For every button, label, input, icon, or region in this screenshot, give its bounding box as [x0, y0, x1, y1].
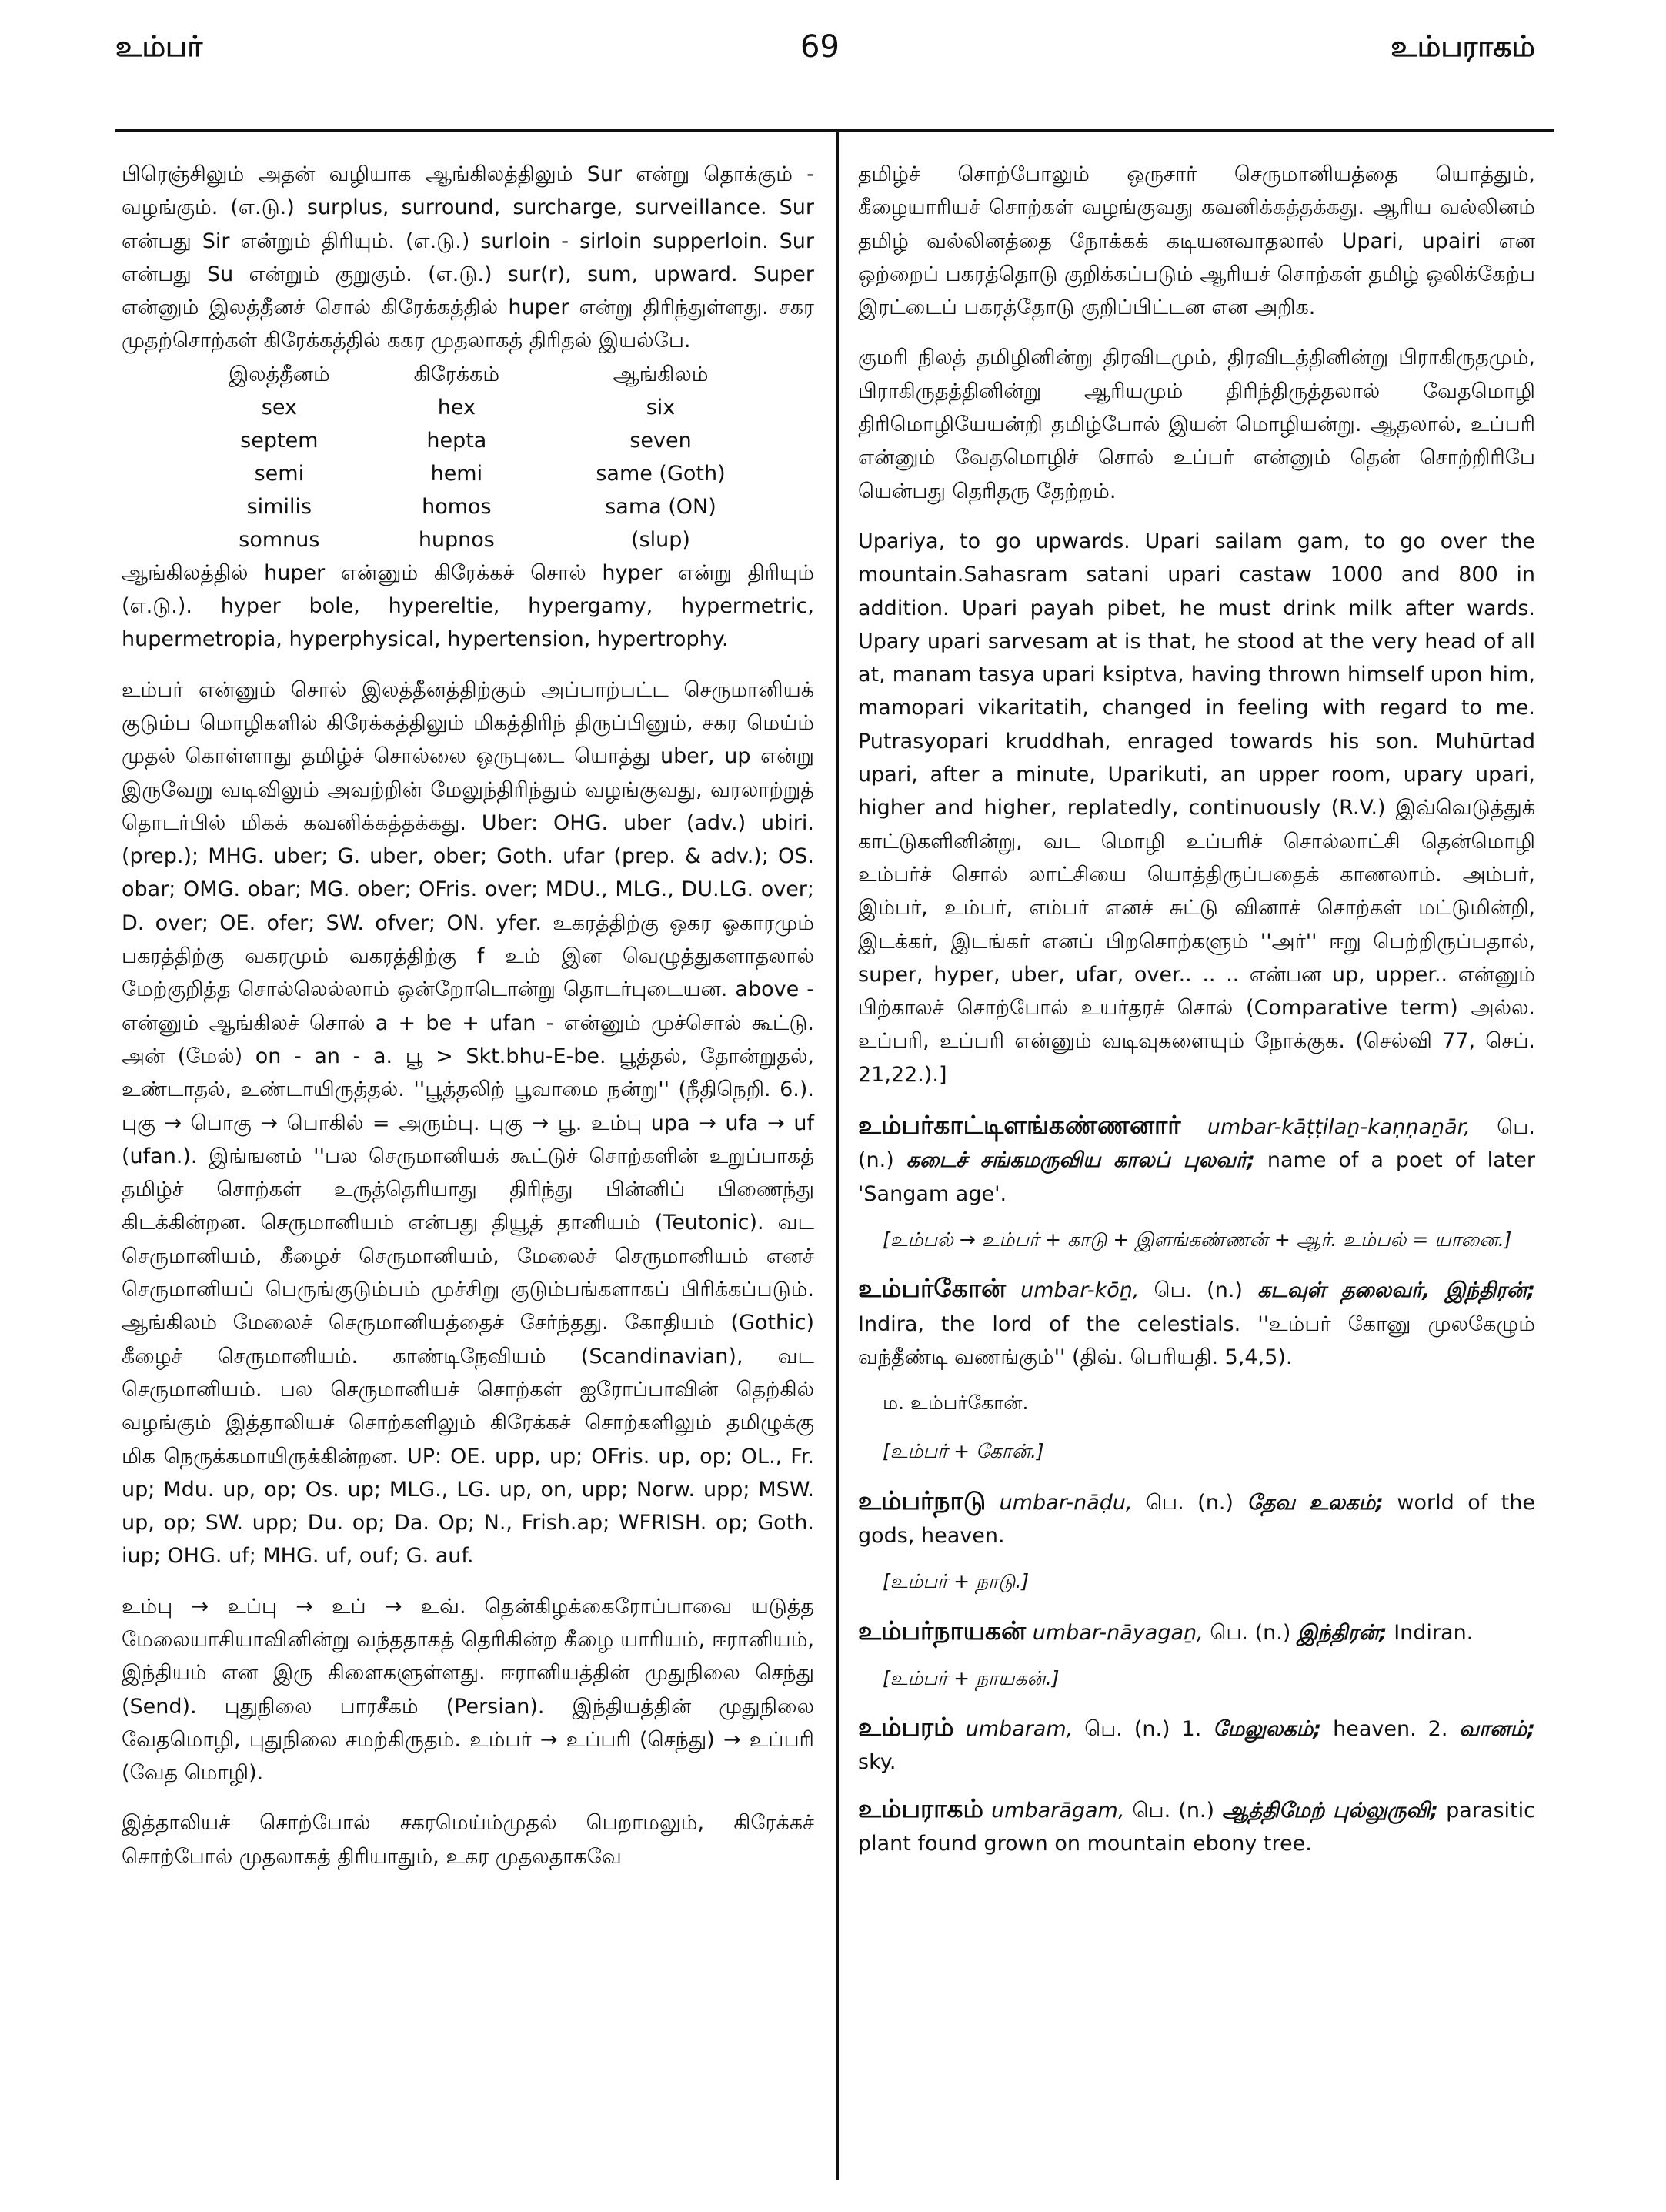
tamil-gloss: கடைச் சங்கமருவிய காலப் புலவர்;: [906, 1148, 1255, 1173]
tamil-gloss: தேவ உலகம்;: [1247, 1490, 1384, 1515]
table-cell: six: [646, 395, 676, 419]
table-row: [183, 523, 783, 556]
headword: உம்பரம்: [858, 1712, 954, 1743]
table-row: [183, 424, 783, 457]
dictionary-entry: [858, 1271, 1535, 1374]
part-of-speech: பெ. (n.) 1.: [1084, 1717, 1202, 1742]
part-of-speech: பெ. (n.): [858, 1115, 1535, 1173]
dictionary-entry: [858, 1792, 1535, 1861]
table-cell: somnus: [239, 527, 320, 552]
part-of-speech: பெ. (n.): [1210, 1620, 1291, 1645]
tamil-gloss: வானம்;: [1459, 1717, 1536, 1742]
english-gloss: Indira, the lord of the celestials. ''உம்பர் கோனு முலகேழும் வந்தீண்டி வணங்கும்'' (திவ். பெரியதி. 5,4,5).: [858, 1311, 1535, 1369]
dictionary-entry: [858, 1484, 1535, 1553]
table-cell: septem: [240, 428, 319, 453]
headword: உம்பர்கோன்: [858, 1273, 1007, 1304]
page-number: 69: [800, 29, 840, 65]
english-gloss: world of the gods, heaven.: [858, 1490, 1535, 1548]
transliteration: umbar-nāḍu,: [999, 1490, 1133, 1515]
paragraph: உம்பர் என்னும் சொல் இலத்தீனத்திற்கும் அப்பாற்பட்ட செருமானியக் குடும்ப மொழிகளில் கிரேக்கத்திலும் மிகத்திரிந் திருப்பினும், சகர மெய்ம் முதல் கொள்ளாது தமிழ்ச் சொல்லை ஒருபுடை யொத்து uber, up என்று இருவேறு வடிவிலும் அவற்றின் மேலுந்திரிந்தும் வழங்குவது, வரலாற்றுத் தொடர்பில் மிகக் கவனிக்கத்தக்கது. Uber: OHG. uber (adv.) ubiri. (prep.); MHG. uber; G. uber, ober; Goth. ufar (prep. & adv.); OS. obar; OMG. obar; MG. ober; OFris. over; MDU., MLG., DU.LG. over; D. over; OE. ofer; SW. ofver; ON. yfer. உகரத்திற்கு ஒகர ஓகாரமும் பகரத்திற்கு வகரமும் வகரத்திற்கு f உம் இன வெழுத்துகளாதலால் மேற்குறித்த சொல்லெல்லாம் ஒன்றோடொன்று தொடர்புடையன. above - என்னும் ஆங்கிலச் சொல் a + be + ufan - என்னும் முச்சொல் கூட்டு. அன் (மேல்) on - an - a. பூ > Skt.bhu-E-be. பூத்தல், தோன்றுதல், உண்டாதல், உண்டாயிருத்தல். ''பூத்தலிற் பூவாமை நன்று'' (நீதிநெறி. 6.). புகு → பொகு → பொகில் = அரும்பு. புகு → பூ. உம்பு upa → ufa → uf (ufan.). இங்ஙனம் ''பல செருமானியக் கூட்டுச் சொற்களின் உறுப்பாகத் தமிழ்ச் சொற்கள் உருத்தெரியாது திரிந்து பின்னிப் பிணைந்து கிடக்கின்றன. செருமானியம் என்பது தியூத் தானியம் (Teutonic). வட செருமானியம், கீழைச் செருமானியம், மேலைச் செருமானியம் எனச் செருமானியப் பெருங்குடும்பம் முச்சிறு குடும்பங்களாகப் பிரிக்கப்படும். ஆங்கிலம் மேலைச் செருமானியத்தைச் சேர்ந்தது. கோதியம் (Gothic) கீழைச் செருமானியம். காண்டிநேவியம் (Scandinavian), வட செருமானியம். பல செருமானியச் சொற்கள் ஐரோப்பாவின் தெற்கில் வழங்கும் இத்தாலியச் சொற்களிலும் கிரேக்கச் சொற்களிலும் தமிழுக்கு மிக நெருக்கமாயிருக்கின்றன. UP: OE. upp, up; OFris. up, op; OL., Fr. up; Mdu. up, op; Os. up; MLG., LG. up, on, upp; Norw. upp; MSW. up, op; SW. upp; Du. op; Da. Op; N., Frish.ap; WFRISH. op; Goth. iup; OHG. uf; MHG. uf, ouf; G. auf.: [122, 677, 814, 1569]
left-column: [122, 158, 814, 1890]
table-cell: same (Goth): [596, 461, 726, 486]
paragraph: குமரி நிலத் தமிழினின்று திரவிடமும், திரவிடத்தினின்று பிராகிருதமும், பிராகிருதத்தினின்று ஆரியமும் திரிந்திருத்தலால் வேதமொழி திரிமொழியேயன்றி தமிழ்போல் இயன் மொழியன்று. ஆதலால், உப்பரி என்னும் வேதமொழிச் சொல் உப்பர் என்னும் தென் சொற்றிரிபே யென்பது தெரிதரு தேற்றம்.: [858, 346, 1535, 503]
transliteration: umbar-kāṭṭilaṉ-kaṇṇaṉār,: [1207, 1115, 1471, 1140]
paragraph: இத்தாலியச் சொற்போல் சகரமெய்ம்முதல் பெறாமலும், கிரேக்கச் சொற்போல் முதலாகத் திரியாதும், உகர முதலதாகவே: [122, 1811, 814, 1869]
headword: உம்பர்காட்டிளங்கண்ணனார்: [858, 1110, 1181, 1141]
dictionary-entry: [858, 1108, 1535, 1211]
etymology: [உம்பல் → உம்பர் + காடு + இளங்கண்ணன் + ஆர். உம்பல் = யானை.]: [883, 1228, 1512, 1251]
table-cell: hemi: [430, 461, 483, 486]
part-of-speech: பெ. (n.): [1146, 1490, 1234, 1515]
table-cell: hex: [437, 395, 476, 419]
etymology: [உம்பர் + நாடு.]: [883, 1570, 1030, 1593]
etymology: [உம்பர் + கோன்.]: [883, 1440, 1044, 1463]
column-divider: [836, 132, 839, 2180]
english-gloss: Indiran.: [1394, 1620, 1474, 1645]
table-cell: (slup): [631, 527, 690, 552]
english-gloss: heaven.: [1333, 1717, 1417, 1742]
paragraph: ஆங்கிலத்தில் huper என்னும் கிரேக்கச் சொல் hyper என்று திரியும் (எ.டு.). hyper bole, hypereltie, hypergamy, hypermetric, hupermetropia, hyperphysical, hypertension, hypertrophy.: [122, 560, 814, 652]
header-rule: [115, 129, 1554, 132]
right-column: [858, 158, 1535, 1873]
part-of-speech: பெ. (n.): [1132, 1798, 1215, 1823]
headword: உம்பர்நாடு: [858, 1485, 987, 1515]
headword: உம்பர்நாயகன்: [858, 1615, 1027, 1646]
headword: உம்பராகம்: [858, 1793, 984, 1823]
table-cell: sama (ON): [605, 494, 716, 519]
table-cell: sex: [261, 395, 297, 419]
table-row: [183, 457, 783, 490]
english-gloss: parasitic plant found grown on mountain ebony tree.: [858, 1798, 1535, 1856]
english-gloss: name of a poet of later 'Sangam age'.: [858, 1148, 1535, 1206]
malayalam-cognate: ம. உம்பர்கோன்.: [883, 1392, 1029, 1415]
table-row: [183, 490, 783, 523]
running-head-left: உம்பர்: [115, 29, 203, 63]
tamil-gloss: இந்திரன்;: [1297, 1620, 1387, 1645]
table-header: கிரேக்கம்: [413, 362, 500, 386]
tamil-gloss: ஆத்திமேற் புல்லுருவி;: [1222, 1798, 1439, 1823]
transliteration: umbar-kōṉ,: [1020, 1278, 1140, 1303]
transliteration: umbarāgam,: [991, 1798, 1125, 1823]
paragraph: Upariya, to go upwards. Upari sailam gam, to go over the mountain.Sahasram satani upari castaw 1000 and 800 in addition. Upari payah pibet, he must drink milk after wards. Upary upari sarvesam at is that, he stood at the very head of all at, manam tasya upari ksiptva, having thrown himself upon him, mamopari vikaritatih, changed in feeling with regard to me. Putrasyopari kruddhah, enraged towards his son. Muhūrtad upari, after a minute, Uparikuti, an upper room, upary upari, higher and higher, replatedly, continuously (R.V.) இவ்வெடுத்துக் காட்டுகளினின்று, வட மொழி உப்பரிச் சொல்லாட்சி தென்மொழி உம்பர்ச் சொல் லாட்சியை யொத்திருப்பதைக் காணலாம். அம்பர், இம்பர், உம்பர், எம்பர் எனச் சுட்டு வினாச் சொற்கள் மட்டுமின்றி, இடக்கர், இடங்கர் எனப் பிறசொற்களும் ''அர்'' ஈறு பெற்றிருப்பதால், super, hyper, uber, ufar, over.. .. .. என்பன up, upper.. என்னும் பிற்காலச் சொற்போல் உயர்தரச் சொல் (Comparative term) அல்ல. உப்பரி, உப்பரி என்னும் வடிவுகளையும் நோக்குக. (செல்வி 77, செப். 21,22.).]: [858, 529, 1535, 1087]
transliteration: umbaram,: [965, 1717, 1073, 1742]
etymology: [உம்பர் + நாயகன்.]: [883, 1666, 1060, 1689]
part-of-speech: பெ. (n.): [1154, 1278, 1243, 1303]
paragraph: உம்பு → உப்பு → உப் → உவ். தென்கிழக்கைரோப்பாவை யடுத்த மேலையாசியாவினின்று வந்ததாகத் தெரிகின்ற கீழை யாரியம், ஈரானியம், இந்தியம் என இரு கிளைகளுள்ளது. ஈரானியத்தின் முதுநிலை செந்து (Send). புதுநிலை பாரசீகம் (Persian). இந்தியத்தின் முதுநிலை வேதமொழி, புதுநிலை சமற்கிருதம். உம்பர் → உப்பரி (செந்து) → உப்பரி (வேத மொழி).: [122, 1594, 814, 1786]
table-cell: homos: [422, 494, 492, 519]
sense-number: 2.: [1427, 1717, 1448, 1742]
dictionary-entry: [858, 1710, 1535, 1779]
table-header-row: [183, 358, 783, 391]
table-cell: similis: [246, 494, 312, 519]
table-cell: hepta: [426, 428, 487, 453]
dictionary-entry: [858, 1614, 1535, 1649]
table-cell: hupnos: [418, 527, 495, 552]
comparison-table: [183, 358, 783, 556]
table-row: [183, 391, 783, 424]
paragraph: பிரெஞ்சிலும் அதன் வழியாக ஆங்கிலத்திலும் Sur என்று தொக்கும் - வழங்கும். (எ.டு.) surplus, surround, surcharge, surveillance. Sur என்பது Sir என்றும் திரியும். (எ.டு.) surloin - sirloin supperloin. Sur என்பது Su என்றும் குறுகும். (எ.டு.) sur(r), sum, upward. Super என்னும் இலத்தீனச் சொல் கிரேக்கத்தில் huper என்று திரிந்துள்ளது. சகர முதற்சொற்கள் கிரேக்கத்தில் ககர முதலாகத் திரிதல் இயல்பே.: [122, 162, 814, 353]
english-gloss: sky.: [858, 1750, 896, 1775]
table-header: ஆங்கிலம்: [613, 362, 709, 386]
paragraph: தமிழ்ச் சொற்போலும் ஒருசார் செருமானியத்தை யொத்தும், கீழையாரியச் சொற்கள் வழங்குவது கவனிக்கத்தக்கது. ஆரிய வல்லினம் தமிழ் வல்லினத்தை நோக்கக் கடியனவாதலால் Upari, upairi என ஒற்றைப் பகரத்தொடு குறிக்கப்படும் ஆரியச் சொற்கள் தமிழ் ஒலிக்கேற்ப இரட்டைப் பகரத்தோடு குறிப்பிட்டன என அறிக.: [858, 162, 1535, 320]
tamil-gloss: கடவுள் தலைவர், இந்திரன்;: [1257, 1278, 1535, 1303]
table-cell: seven: [629, 428, 692, 453]
table-header: இலத்தீனம்: [228, 362, 330, 386]
running-head-right: உம்பராகம்: [1391, 29, 1535, 63]
transliteration: umbar-nāyagaṉ,: [1032, 1620, 1204, 1645]
tamil-gloss: மேலுலகம்;: [1213, 1717, 1322, 1742]
table-cell: semi: [254, 461, 305, 486]
